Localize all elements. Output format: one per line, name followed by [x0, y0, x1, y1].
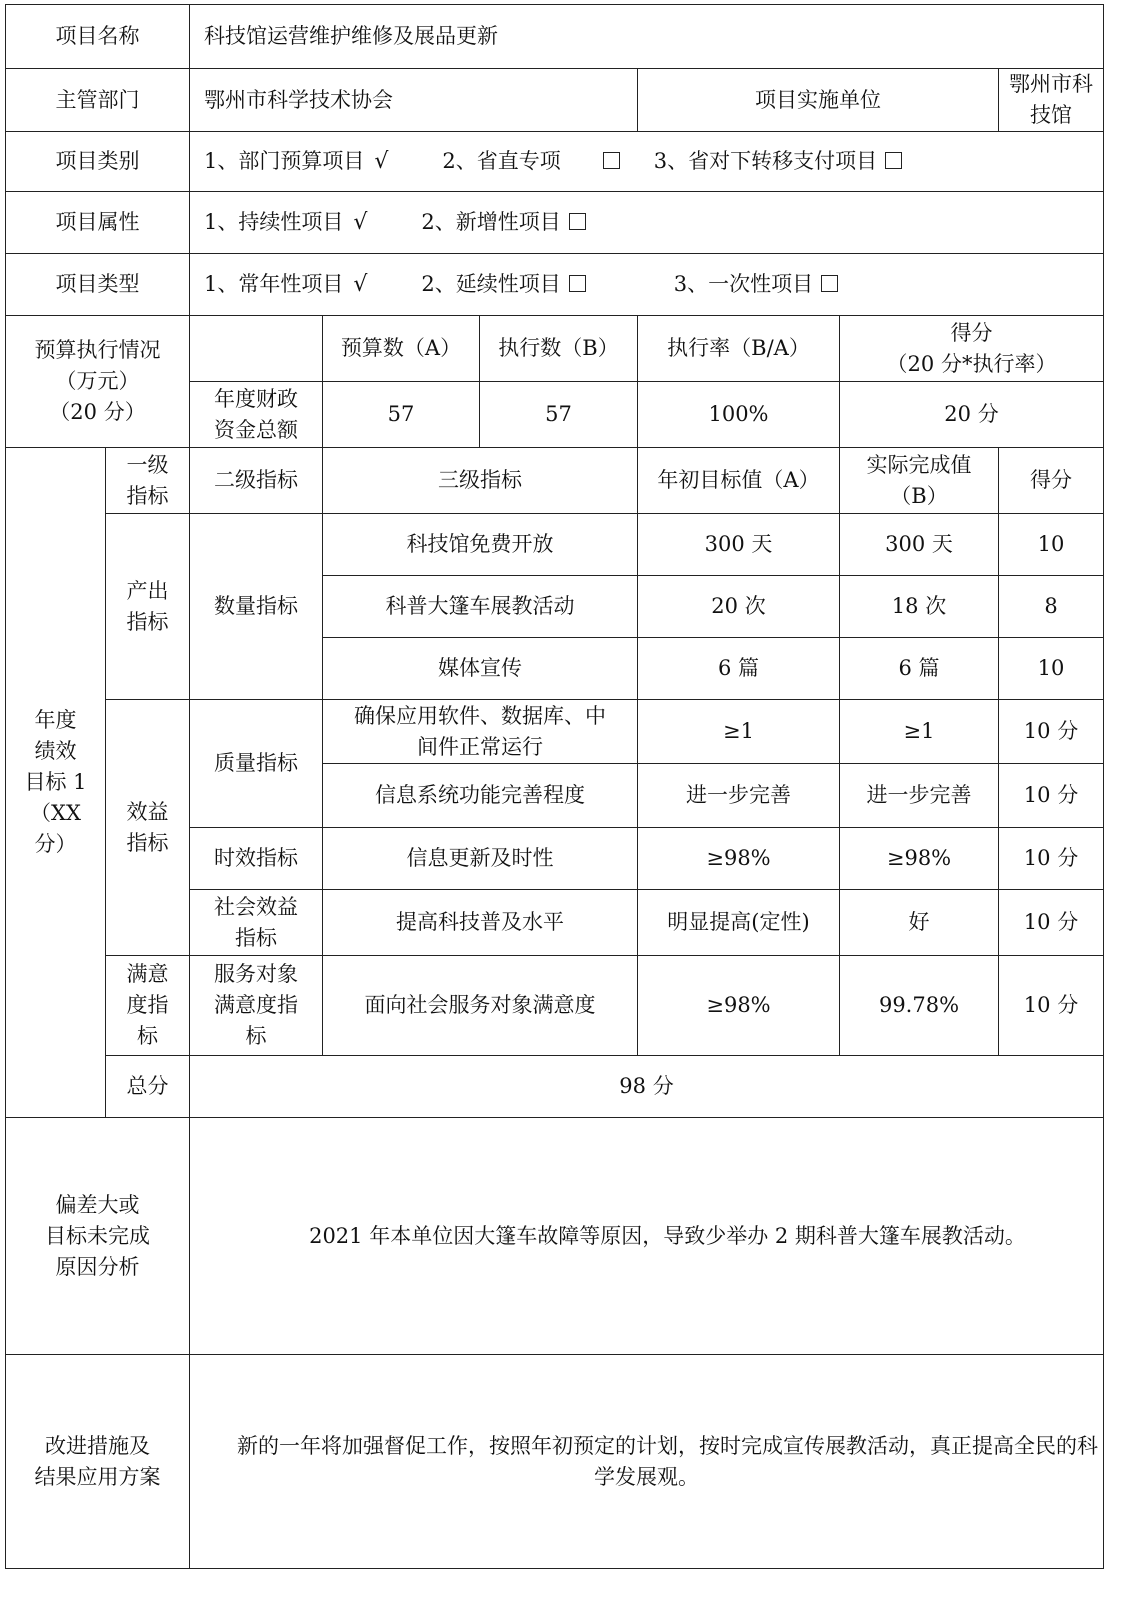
indicator-score: 10 — [999, 638, 1104, 700]
indicator-target: ≥1 — [638, 700, 840, 764]
indicator-name: 信息系统功能完善程度 — [323, 764, 638, 828]
empty-checkbox-icon — [569, 213, 586, 230]
annual-goal-label: 年度 绩效 目标 1 （XX 分） — [6, 448, 106, 1118]
indicator-name: 媒体宣传 — [323, 638, 638, 700]
indicator-row — [6, 514, 1104, 576]
indicator-target: 进一步完善 — [638, 764, 840, 828]
department-row — [6, 69, 1104, 132]
budget-col-a: 预算数（A） — [323, 316, 480, 382]
attribute-option-1: 1、持续性项目 — [204, 210, 344, 234]
type-option-1: 1、常年性项目 — [204, 272, 344, 296]
budget-blank-cell — [190, 316, 323, 382]
indicator-actual: 18 次 — [840, 576, 999, 638]
budget-score-value: 20 分 — [840, 382, 1104, 448]
improvement-label: 改进措施及 结果应用方案 — [6, 1355, 190, 1569]
budget-label: 预算执行情况 （万元） （20 分） — [6, 316, 190, 448]
attribute-options — [190, 192, 1104, 254]
indicator-actual: ≥98% — [840, 828, 999, 890]
budget-header-row — [6, 316, 1104, 382]
department-value: 鄂州市科学技术协会 — [190, 69, 638, 132]
indicator-target: 300 天 — [638, 514, 840, 576]
indicator-score: 10 分 — [999, 764, 1104, 828]
project-name-value: 科技馆运营维护维修及展品更新 — [190, 5, 1104, 69]
indicator-actual: ≥1 — [840, 700, 999, 764]
improvement-text: 新的一年将加强督促工作，按照年初预定的计划，按时完成宣传展教活动，真正提高全民的科学发展观。 — [190, 1355, 1104, 1569]
indicator-target: 明显提高(定性) — [638, 890, 840, 956]
service-satisfaction-label: 服务对象 满意度指 标 — [190, 956, 323, 1056]
type-label: 项目类型 — [6, 254, 190, 316]
indicator-score: 10 — [999, 514, 1104, 576]
benefit-indicator-label: 效益 指标 — [106, 700, 190, 956]
indicator-target: 6 篇 — [638, 638, 840, 700]
budget-b-value: 57 — [480, 382, 638, 448]
indicator-row — [6, 956, 1104, 1056]
empty-checkbox-icon — [885, 152, 902, 169]
indicator-name: 确保应用软件、数据库、中 间件正常运行 — [323, 700, 638, 764]
indicator-target: ≥98% — [638, 956, 840, 1056]
category-options — [190, 132, 1104, 192]
indicator-actual: 6 篇 — [840, 638, 999, 700]
deviation-row — [6, 1118, 1104, 1355]
indicator-actual: 进一步完善 — [840, 764, 999, 828]
indicator-score: 10 分 — [999, 956, 1104, 1056]
project-name-row — [6, 5, 1104, 69]
budget-rate-value: 100% — [638, 382, 840, 448]
budget-a-value: 57 — [323, 382, 480, 448]
header-actual: 实际完成值 （B） — [840, 448, 999, 514]
satisfaction-indicator-label: 满意 度指 标 — [106, 956, 190, 1056]
attribute-row — [6, 192, 1104, 254]
department-label: 主管部门 — [6, 69, 190, 132]
check-mark-icon: √ — [374, 149, 389, 174]
empty-checkbox-icon — [821, 275, 838, 292]
budget-col-score: 得分 （20 分*执行率） — [840, 316, 1104, 382]
indicator-name: 科普大篷车展教活动 — [323, 576, 638, 638]
category-label: 项目类别 — [6, 132, 190, 192]
header-level1: 一级 指标 — [106, 448, 190, 514]
indicator-score: 8 — [999, 576, 1104, 638]
indicator-header-row — [6, 448, 1104, 514]
indicator-target: 20 次 — [638, 576, 840, 638]
implementer-value: 鄂州市科技馆 — [999, 69, 1104, 132]
budget-col-b: 执行数（B） — [480, 316, 638, 382]
category-row — [6, 132, 1104, 192]
header-level3: 三级指标 — [323, 448, 638, 514]
empty-checkbox-icon — [603, 152, 620, 169]
check-mark-icon: √ — [353, 210, 368, 235]
indicator-row — [6, 700, 1104, 764]
type-option-3: 3、一次性项目 — [673, 272, 814, 296]
performance-table — [5, 4, 1104, 1569]
indicator-actual: 99.78% — [840, 956, 999, 1056]
indicator-score: 10 分 — [999, 700, 1104, 764]
type-option-2: 2、延续性项目 — [421, 272, 561, 296]
indicator-actual: 好 — [840, 890, 999, 956]
type-row — [6, 254, 1104, 316]
quantity-indicator-label: 数量指标 — [190, 514, 323, 700]
header-target: 年初目标值（A） — [638, 448, 840, 514]
project-name-label: 项目名称 — [6, 5, 190, 69]
timeliness-indicator-label: 时效指标 — [190, 828, 323, 890]
category-option-2: 2、省直专项 — [442, 149, 561, 173]
type-options — [190, 254, 1104, 316]
output-indicator-label: 产出 指标 — [106, 514, 190, 700]
budget-row-label: 年度财政 资金总额 — [190, 382, 323, 448]
indicator-name: 面向社会服务对象满意度 — [323, 956, 638, 1056]
total-row — [6, 1056, 1104, 1118]
indicator-name: 信息更新及时性 — [323, 828, 638, 890]
check-mark-icon: √ — [353, 272, 368, 297]
indicator-name: 科技馆免费开放 — [323, 514, 638, 576]
indicator-actual: 300 天 — [840, 514, 999, 576]
quality-indicator-label: 质量指标 — [190, 700, 323, 828]
indicator-score: 10 分 — [999, 890, 1104, 956]
empty-checkbox-icon — [569, 275, 586, 292]
attribute-label: 项目属性 — [6, 192, 190, 254]
indicator-name: 提高科技普及水平 — [323, 890, 638, 956]
category-option-3: 3、省对下转移支付项目 — [653, 149, 878, 173]
header-score: 得分 — [999, 448, 1104, 514]
implementer-label: 项目实施单位 — [638, 69, 999, 132]
budget-col-rate: 执行率（B/A） — [638, 316, 840, 382]
indicator-target: ≥98% — [638, 828, 840, 890]
deviation-label: 偏差大或 目标未完成 原因分析 — [6, 1118, 190, 1355]
total-value: 98 分 — [190, 1056, 1104, 1118]
social-benefit-indicator-label: 社会效益 指标 — [190, 890, 323, 956]
header-level2: 二级指标 — [190, 448, 323, 514]
deviation-text: 2021 年本单位因大篷车故障等原因，导致少举办 2 期科普大篷车展教活动。 — [190, 1118, 1104, 1355]
improvement-row — [6, 1355, 1104, 1569]
category-option-1: 1、部门预算项目 — [204, 149, 365, 173]
indicator-score: 10 分 — [999, 828, 1104, 890]
attribute-option-2: 2、新增性项目 — [421, 210, 561, 234]
total-label: 总分 — [106, 1056, 190, 1118]
